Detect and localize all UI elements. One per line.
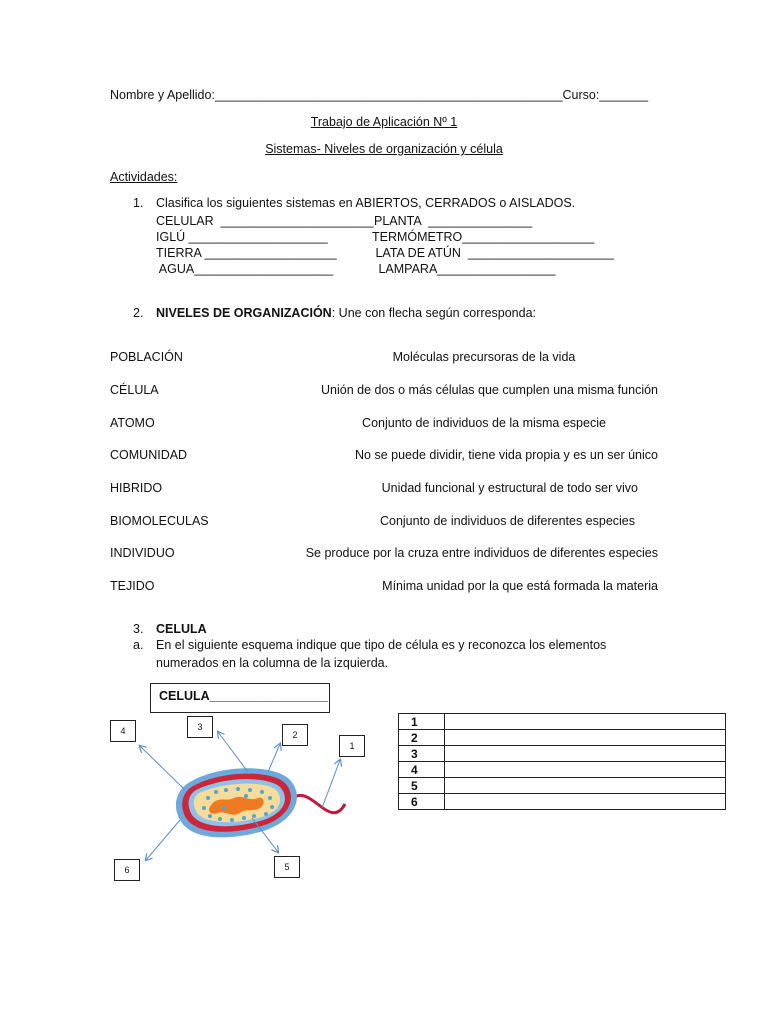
diagram-label-1: 1 [339,735,365,757]
name-label: Nombre y Apellido: [110,88,215,102]
q3-number: 3. [133,622,144,636]
definition-1[interactable]: Moléculas precursoras de la vida [392,350,576,364]
term-celula[interactable]: CÉLULA [110,383,159,397]
q1-item-planta[interactable]: PLANTA _______________ [374,214,533,228]
q1-item-celular[interactable]: CELULAR ______________________ [156,214,374,228]
q1-item-lata[interactable]: LATA DE ATÚN _____________________ [372,246,614,260]
definition-3[interactable]: Conjunto de individuos de la misma especie [362,416,606,430]
assignment-title: Trabajo de Aplicación Nº 1 [310,115,458,129]
assignment-subtitle: Sistemas- Niveles de organización y célula [265,142,503,156]
term-tejido[interactable]: TEJIDO [110,579,155,593]
definition-5[interactable]: Unidad funcional y estructural de todo ser vivo [381,481,638,495]
cell-type-label: CELULA_________________ [159,689,328,703]
answer-cell[interactable] [445,762,726,778]
activities-heading: Actividades: [110,170,178,184]
q1-number: 1. [133,196,144,210]
q3a-letter: a. [133,638,144,652]
q2-instruction: : Une con flecha según corresponda: [331,306,537,320]
answer-cell[interactable] [445,730,726,746]
diagram-label-6: 6 [114,859,140,881]
curso-label: Curso: [562,88,600,102]
definition-7[interactable]: Se produce por la cruza entre individuos de diferentes especies [305,546,658,560]
q2-number: 2. [133,306,144,320]
row-number: 3 [399,746,445,762]
term-biomoleculas[interactable]: BIOMOLECULAS [110,514,209,528]
table-row [399,714,726,730]
answer-table [398,713,726,810]
table-row [399,762,726,778]
row-number: 5 [399,778,445,794]
q2-title: NIVELES DE ORGANIZACIÓN [156,306,332,320]
q1-item-agua[interactable]: AGUA____________________ [156,262,334,276]
diagram-label-2: 2 [282,724,308,746]
q1-item-lampara[interactable]: LAMPARA_________________ [375,262,556,276]
row-number: 6 [399,794,445,810]
name-line [110,88,648,102]
q1-item-iglu[interactable]: IGLÚ ____________________ [156,230,328,244]
definition-8[interactable]: Mínima unidad por la que está formada la materia [382,579,658,593]
diagram-label-3: 3 [187,716,213,738]
definition-2[interactable]: Unión de dos o más células que cumplen una misma función [321,383,658,397]
table-row [399,778,726,794]
row-number: 2 [399,730,445,746]
answer-cell[interactable] [445,778,726,794]
term-poblacion[interactable]: POBLACIÓN [110,350,183,364]
answer-cell[interactable] [445,794,726,810]
q3-title: CELULA [156,622,207,636]
q3a-line1: En el siguiente esquema indique que tipo de célula es y reconozca los elementos [156,638,607,652]
q3a-line2: numerados en la columna de la izquierda. [156,656,389,670]
table-row [399,746,726,762]
cell-diagram [100,712,370,890]
row-number: 4 [399,762,445,778]
diagram-label-4: 4 [110,720,136,742]
flagellum [292,795,345,812]
q1-item-tierra[interactable]: TIERRA ___________________ [156,246,337,260]
curso-blank[interactable]: _______ [599,88,649,102]
q1-prompt: Clasifica los siguientes sistemas en ABIERTOS, CERRADOS o AISLADOS. [156,196,576,210]
term-comunidad[interactable]: COMUNIDAD [110,448,188,462]
term-individuo[interactable]: INDIVIDUO [110,546,175,560]
term-hibrido[interactable]: HIBRIDO [110,481,163,495]
answer-cell[interactable] [445,746,726,762]
definition-6[interactable]: Conjunto de individuos de diferentes especies [379,514,635,528]
table-row [399,730,726,746]
cell-type-box[interactable] [150,683,330,713]
diagram-label-5: 5 [274,856,300,878]
row-number: 1 [399,714,445,730]
q2-heading [156,306,536,320]
term-atomo[interactable]: ATOMO [110,416,155,430]
answer-cell[interactable] [445,714,726,730]
table-row [399,794,726,810]
name-blank[interactable]: __________________________________________________ [214,88,563,102]
definition-4[interactable]: No se puede dividir, tiene vida propia y es un ser único [355,448,658,462]
q1-item-termometro[interactable]: TERMÓMETRO___________________ [372,230,595,244]
